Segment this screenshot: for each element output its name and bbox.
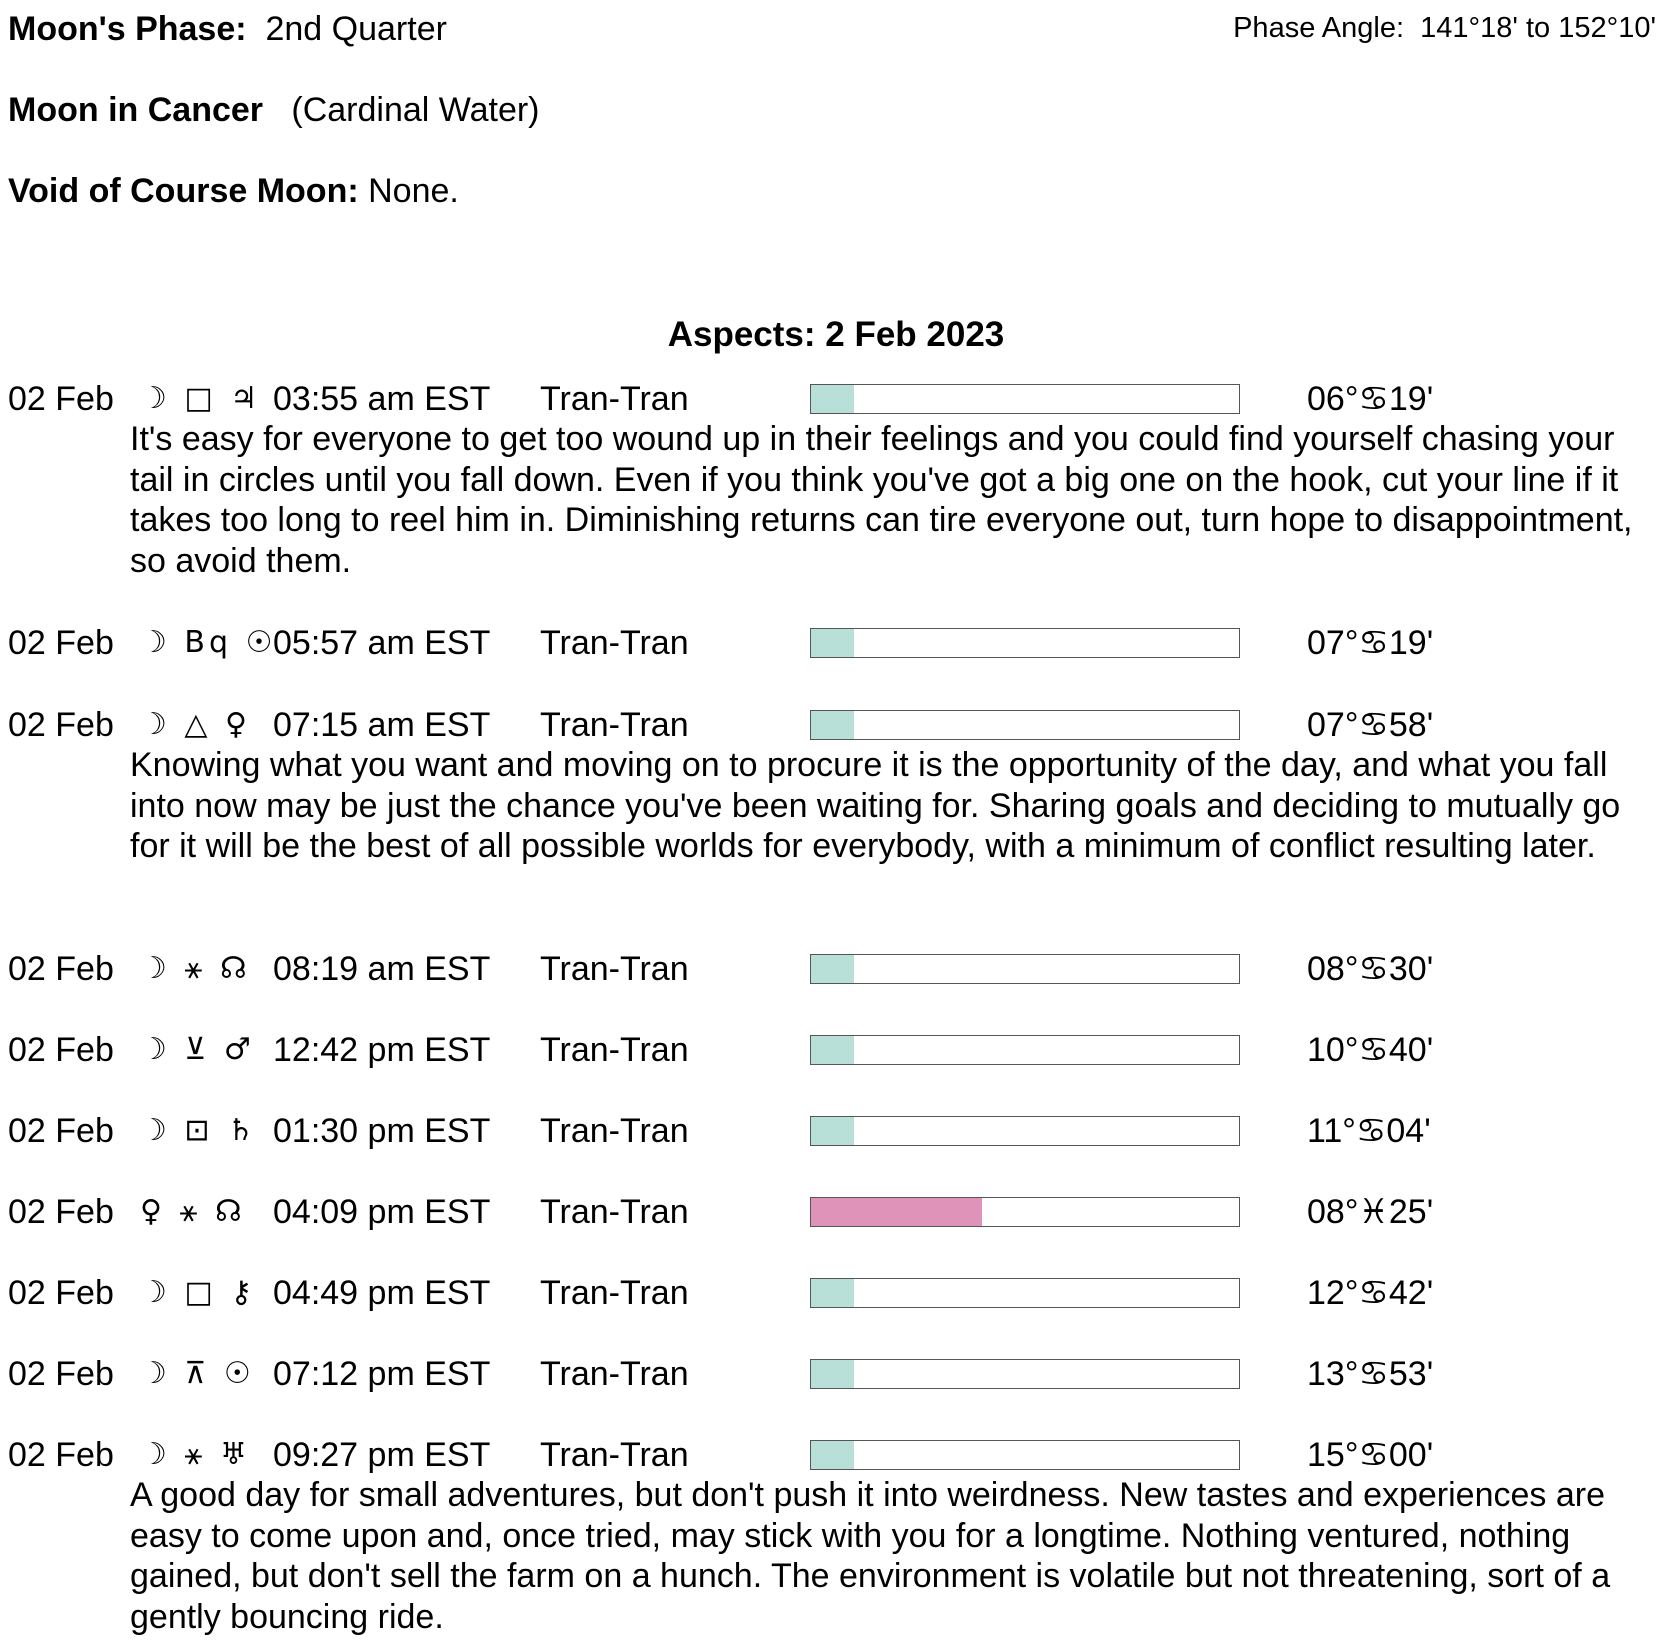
aspect-glyphs: ☽ ⊼ ☉ xyxy=(140,1356,255,1391)
aspect-strength-fill xyxy=(811,711,854,739)
aspect-time: 09:27 pm EST xyxy=(273,1436,491,1474)
aspect-strength-fill xyxy=(811,1360,854,1388)
aspect-time: 05:57 am EST xyxy=(273,624,491,662)
moon-sign-label: Moon in Cancer xyxy=(8,91,264,129)
aspect-time: 03:55 am EST xyxy=(273,380,491,418)
aspect-strength-bar xyxy=(810,1197,1240,1227)
aspect-row xyxy=(0,1030,1672,1070)
phase-angle-value: 141°18' to 152°10' xyxy=(1420,12,1656,44)
aspect-row xyxy=(0,1111,1672,1151)
aspect-type: Tran-Tran xyxy=(540,1355,689,1393)
aspect-glyphs: ☽ △ ♀ xyxy=(140,707,252,742)
aspect-glyphs: ☽ ⚹ ☊ xyxy=(140,951,251,986)
aspect-row xyxy=(0,1192,1672,1232)
phase-angle xyxy=(1233,12,1656,45)
aspect-row xyxy=(0,705,1672,745)
aspect-position: 15°♋00' xyxy=(1307,1436,1434,1474)
aspect-row xyxy=(0,949,1672,989)
aspect-time: 12:42 pm EST xyxy=(273,1031,491,1069)
phase-angle-label: Phase Angle: xyxy=(1233,12,1405,44)
aspect-date: 02 Feb xyxy=(8,950,114,988)
aspect-date: 02 Feb xyxy=(8,624,114,662)
aspect-strength-bar xyxy=(810,628,1240,658)
aspect-strength-fill xyxy=(811,385,854,413)
aspect-glyphs: ☽ □ ♃ xyxy=(140,381,262,416)
aspect-date: 02 Feb xyxy=(8,706,114,744)
aspect-strength-fill xyxy=(811,1279,854,1307)
aspect-position: 06°♋19' xyxy=(1307,380,1434,418)
aspect-type: Tran-Tran xyxy=(540,380,689,418)
aspect-description: It's easy for everyone to get too wound up in their feelings and you could find yourself chasing your tail in circles until you fall down. Even if you think you've got a big one on the hook, cut your line if it takes too long to reel him in. Diminishing returns can tire everyone out, turn hope to disappointment, so avoid them. xyxy=(130,420,1633,580)
aspect-position: 11°♋04' xyxy=(1307,1112,1431,1150)
aspect-time: 07:15 am EST xyxy=(273,706,491,744)
void-of-course-label: Void of Course Moon: xyxy=(8,172,359,210)
aspect-glyphs: ☽ □ ⚷ xyxy=(140,1275,257,1310)
aspect-strength-fill xyxy=(811,1117,854,1145)
aspect-type: Tran-Tran xyxy=(540,624,689,662)
moon-sign-element: (Cardinal Water) xyxy=(291,91,540,129)
aspect-glyphs: ☽ ⚹ ♅ xyxy=(140,1437,251,1472)
aspect-time: 04:49 pm EST xyxy=(273,1274,491,1312)
aspect-time: 04:09 pm EST xyxy=(273,1193,491,1231)
aspect-row xyxy=(0,623,1672,663)
aspect-strength-fill xyxy=(811,955,854,983)
aspect-strength-bar xyxy=(810,1278,1240,1308)
aspect-type: Tran-Tran xyxy=(540,1031,689,1069)
aspect-position: 07°♋19' xyxy=(1307,624,1434,662)
aspect-strength-bar xyxy=(810,384,1240,414)
aspect-date: 02 Feb xyxy=(8,1193,114,1231)
aspect-type: Tran-Tran xyxy=(540,1436,689,1474)
aspect-strength-bar xyxy=(810,954,1240,984)
aspects-title: Aspects: 2 Feb 2023 xyxy=(667,315,1005,354)
void-of-course-value: None. xyxy=(368,172,459,210)
aspect-description: A good day for small adventures, but don't push it into weirdness. New tastes and experiences are easy to come upon and, once tried, may stick with you for a longtime. Nothing ventured, nothing gained, but don't sell the farm on a hunch. The environment is volatile but not threatening, sort of a gently bouncing ride. xyxy=(130,1476,1611,1636)
aspect-strength-bar xyxy=(810,1116,1240,1146)
aspect-strength-bar xyxy=(810,1359,1240,1389)
moon-sign-line xyxy=(8,91,540,130)
aspect-strength-bar xyxy=(810,710,1240,740)
aspect-date: 02 Feb xyxy=(8,380,114,418)
aspect-glyphs: ☽ Bq ☉ xyxy=(140,625,277,660)
aspect-date: 02 Feb xyxy=(8,1112,114,1150)
aspect-description: Knowing what you want and moving on to procure it is the opportunity of the day, and what you fall into now may be just the chance you've been waiting for. Sharing goals and deciding to mutually go for it will be the best of all possible worlds for everybody, with a minimum of conflict resulting later. xyxy=(130,746,1621,865)
aspect-type: Tran-Tran xyxy=(540,1193,689,1231)
aspect-strength-fill xyxy=(811,1036,854,1064)
aspect-time: 07:12 pm EST xyxy=(273,1355,491,1393)
aspect-position: 08°♋30' xyxy=(1307,950,1434,988)
aspect-strength-fill xyxy=(811,1198,982,1226)
aspect-type: Tran-Tran xyxy=(540,1112,689,1150)
aspect-time: 08:19 am EST xyxy=(273,950,491,988)
aspect-position: 07°♋58' xyxy=(1307,706,1434,744)
aspect-strength-bar xyxy=(810,1440,1240,1470)
aspect-glyphs: ☽ ⊻ ♂ xyxy=(140,1032,255,1067)
aspect-type: Tran-Tran xyxy=(540,706,689,744)
aspect-glyphs: ♀ ⚹ ☊ xyxy=(140,1194,246,1229)
aspect-position: 12°♋42' xyxy=(1307,1274,1434,1312)
void-of-course-line xyxy=(8,172,459,211)
aspect-glyphs: ☽ ⊡ ♄ xyxy=(140,1113,258,1148)
aspect-type: Tran-Tran xyxy=(540,1274,689,1312)
aspect-position: 08°♓25' xyxy=(1307,1193,1434,1231)
moon-phase-value: 2nd Quarter xyxy=(265,10,447,48)
aspect-date: 02 Feb xyxy=(8,1274,114,1312)
moon-phase-line xyxy=(8,10,447,49)
aspect-strength-fill xyxy=(811,629,854,657)
moon-phase-label: Moon's Phase: xyxy=(8,10,247,48)
aspect-date: 02 Feb xyxy=(8,1355,114,1393)
aspect-date: 02 Feb xyxy=(8,1436,114,1474)
aspect-time: 01:30 pm EST xyxy=(273,1112,491,1150)
aspect-strength-bar xyxy=(810,1035,1240,1065)
aspect-row xyxy=(0,379,1672,419)
aspect-date: 02 Feb xyxy=(8,1031,114,1069)
aspect-row xyxy=(0,1273,1672,1313)
aspect-strength-fill xyxy=(811,1441,854,1469)
aspect-position: 13°♋53' xyxy=(1307,1355,1434,1393)
aspect-row xyxy=(0,1435,1672,1475)
aspect-type: Tran-Tran xyxy=(540,950,689,988)
aspect-position: 10°♋40' xyxy=(1307,1031,1434,1069)
aspect-row xyxy=(0,1354,1672,1394)
